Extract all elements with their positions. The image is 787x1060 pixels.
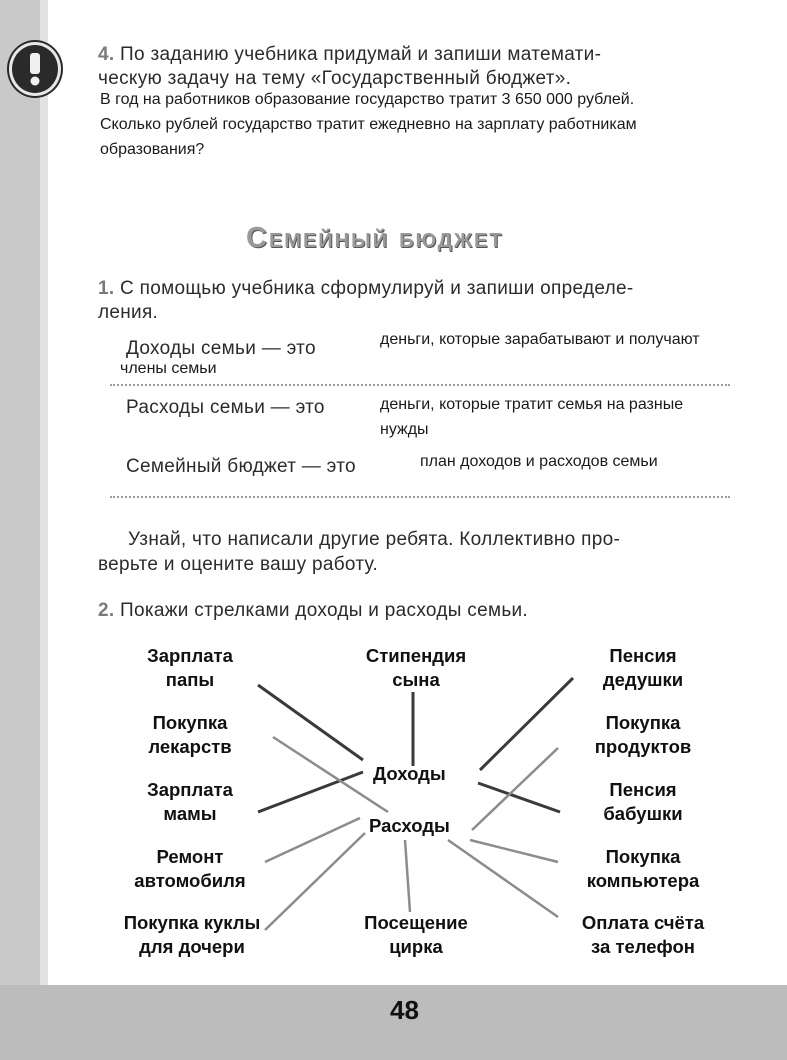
item-groceries: [553, 711, 733, 759]
item-text: Покупка: [605, 846, 681, 867]
definition-expense-term: Расходы семьи — это: [126, 397, 325, 418]
item-text: Оплата счёта: [581, 912, 705, 933]
definition-budget-answer: план доходов и расходов семьи: [420, 453, 658, 470]
item-phone-bill: [553, 911, 733, 959]
item-car-repair: [100, 845, 280, 893]
item-text: Покупка: [152, 712, 228, 733]
check-line1: Узнай, что написали другие ребята. Коллективно про-: [128, 529, 621, 550]
item-text: Пенсия: [609, 645, 677, 666]
task4-text-1: По заданию учебника придумай и запиши математи-: [120, 44, 602, 65]
item-text: дедушки: [602, 669, 684, 690]
task2-number: 2.: [98, 600, 115, 621]
arrow-circus-expense: [405, 840, 410, 912]
definition-expense-answer-a: деньги, которые тратит семья на разные: [380, 396, 684, 413]
item-text: Стипендия: [365, 645, 467, 666]
arrow-pension-grandma-income: [478, 783, 560, 812]
task4-line2: ческую задачу на тему «Государственный бюджет».: [98, 68, 572, 89]
section-title: Семейный бюджет: [246, 222, 504, 254]
item-medicine: [100, 711, 280, 759]
item-text: Зарплата: [147, 779, 233, 800]
item-text: для дочери: [139, 936, 245, 957]
item-pension-grandma: [553, 778, 733, 826]
item-text: цирка: [389, 936, 443, 957]
item-computer: [553, 845, 733, 893]
task2-instruction: Покажи стрелками доходы и расходы семьи.: [120, 600, 529, 621]
item-text: лекарств: [148, 736, 232, 757]
definition-budget-term: Семейный бюджет — это: [126, 456, 356, 477]
item-salary-dad: [100, 644, 280, 692]
task4-answer-line3: образования?: [100, 141, 205, 158]
item-text: автомобиля: [134, 870, 246, 891]
task1-text-1: С помощью учебника сформулируй и запиши определе-: [120, 278, 634, 299]
item-text: Ремонт: [156, 846, 224, 867]
check-line2: верьте и оцените вашу работу.: [98, 554, 379, 575]
item-text: сына: [392, 669, 440, 690]
arrow-groceries-expense: [472, 748, 558, 830]
task4-answer-line1: В год на работников образование государство тратит 3 650 000 рублей.: [100, 91, 635, 108]
item-circus: [326, 911, 506, 959]
task4-number: 4.: [98, 44, 115, 65]
item-text: за телефон: [591, 936, 695, 957]
definition-income-answer-b: члены семьи: [120, 360, 217, 377]
item-pension-grandpa: [553, 644, 733, 692]
item-text: бабушки: [603, 803, 683, 824]
item-doll: [102, 911, 282, 959]
item-salary-mom: [100, 778, 280, 826]
item-text: Покупка куклы: [123, 912, 261, 933]
item-text: компьютера: [586, 870, 700, 891]
task1-line2: ления.: [98, 302, 159, 323]
item-text: папы: [165, 669, 215, 690]
page-number: 48: [390, 995, 419, 1025]
task4-answer-line2: Сколько рублей государство тратит ежедневно на зарплату работникам: [100, 116, 637, 133]
item-text: Пенсия: [609, 779, 677, 800]
item-scholarship: [326, 644, 506, 692]
arrow-phone-expense: [448, 840, 558, 917]
center-income: Доходы: [373, 763, 446, 784]
definition-income-answer-a: деньги, которые зарабатывают и получают: [380, 331, 700, 348]
item-text: Зарплата: [147, 645, 233, 666]
center-expense: Расходы: [369, 815, 450, 836]
item-text: продуктов: [594, 736, 692, 757]
item-text: мамы: [163, 803, 217, 824]
definition-expense-answer-b: нужды: [380, 421, 429, 438]
item-text: Покупка: [605, 712, 681, 733]
task1-number: 1.: [98, 278, 115, 299]
item-text: Посещение: [364, 912, 468, 933]
arrow-computer-expense: [470, 840, 558, 862]
definition-income-term: Доходы семьи — это: [126, 338, 316, 359]
